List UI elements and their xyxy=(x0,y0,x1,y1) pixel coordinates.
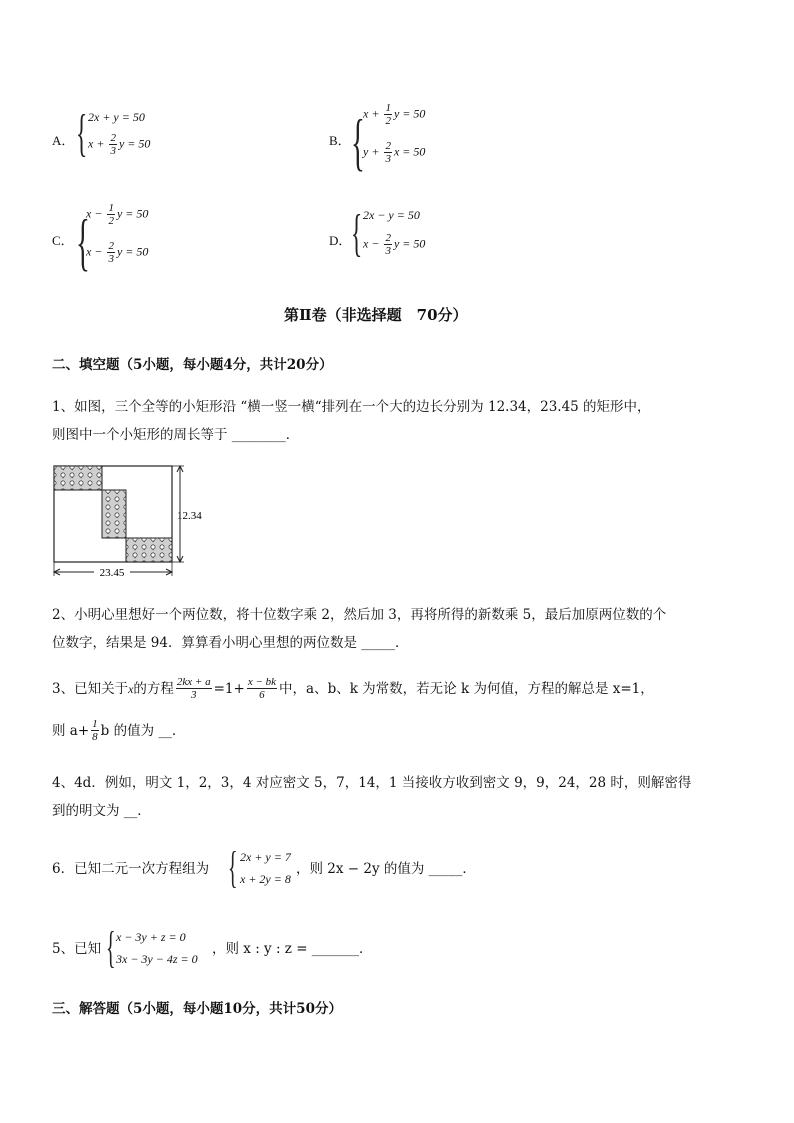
q1-line2: 则图中一个小矩形的周长等于 ________． xyxy=(52,427,300,443)
option-c-letter: C． xyxy=(52,233,74,248)
small-rectangle-middle xyxy=(102,490,126,538)
q6-eq1: 2x + y = 7 xyxy=(240,850,291,864)
q2-line1: 2、小明心里想好一个两位数，将十位数字乘 2，然后加 3，再将所得的新数乘 5，最后加原两位数的个 xyxy=(52,607,667,623)
brace-icon: { xyxy=(228,843,238,892)
brace-icon: { xyxy=(351,106,365,177)
option-d-letter: D． xyxy=(329,233,352,248)
option-b-letter: B． xyxy=(329,133,351,148)
section3-title: 三、解答题（5小题，每小题10分，共计50分） xyxy=(52,1001,342,1017)
option-a-eq1: 2x + y = 50 xyxy=(88,110,145,124)
small-rectangle-top xyxy=(54,466,102,490)
option-a-letter: A． xyxy=(52,133,75,148)
brace-icon: { xyxy=(76,206,90,277)
brace-icon: { xyxy=(106,923,116,972)
q5-eq2: 3x − 3y − 4z = 0 xyxy=(116,952,198,966)
option-d-eq2: x − $\frac{2}{3}$ y = 50 xyxy=(363,232,426,257)
q6-post: ，则 2x − 2y 的值为 _____． xyxy=(296,861,476,877)
option-b-eq1: x + $\frac{1}{2}$ y = 50 xyxy=(363,102,426,127)
brace-icon: { xyxy=(351,205,363,262)
brace-icon: { xyxy=(76,105,88,162)
width-label: 23.45 xyxy=(99,567,125,579)
q5-post: ，则 x : y : z = _______． xyxy=(212,941,373,957)
q1-line1: 1、如图，三个全等的小矩形沿 “横一竖一横“排列在一个大的边长分别为 12.34，23.45 的矩形中， xyxy=(52,399,651,415)
option-c-eq2: x − $\frac{2}{3}$ y = 50 xyxy=(86,240,149,265)
option-a-eq2: x + $\frac{2}{3}$ y = 50 xyxy=(88,132,151,157)
q3-line2: 则 a+ $\frac{1}{8}$ b 的值为 __． xyxy=(52,718,186,743)
q5-pre: 5、已知 xyxy=(52,941,102,957)
q6 xyxy=(52,843,552,892)
q4-line1: 4、4d．例如，明文 1，2，3，4 对应密文 5，7，14，1 当接收方收到密文 9，9，24，28 时，则解密得 xyxy=(52,775,692,791)
q2-line2: 位数字，结果是 94．算算看小明心里想的两位数是 _____． xyxy=(52,635,409,651)
small-rectangle-bottom xyxy=(126,538,172,562)
option-c-eq1: x − $\frac{1}{2}$ y = 50 xyxy=(86,202,149,227)
q6-pre: 6．已知二元一次方程组为 xyxy=(52,861,210,877)
option-d-eq1: 2x − y = 50 xyxy=(363,208,420,222)
q6-eq2: x + 2y = 8 xyxy=(240,872,291,886)
option-b-eq2: y + $\frac{2}{3}$ x = 50 xyxy=(363,140,426,165)
option-d xyxy=(329,204,529,274)
option-c xyxy=(52,200,252,280)
part2-title: 第Ⅱ卷（非选择题 70分） xyxy=(284,306,468,324)
q5-eq1: x − 3y + z = 0 xyxy=(116,930,186,944)
option-a xyxy=(52,104,252,174)
q3-line1: 3、已知关于 x 的方程 $\frac{2kx + a}{3}$ =1+ $\frac{x - bk}{6}$ 中，a、b、k 为常数，若无论 k 为何值，方程的解总是 x=1， xyxy=(52,676,654,701)
section2-title: 二、填空题（5小题，每小题4分，共计20分） xyxy=(52,357,333,373)
rectangles-diagram xyxy=(50,464,220,584)
q1-figure xyxy=(50,464,220,584)
option-b xyxy=(329,100,529,180)
q5 xyxy=(52,923,552,972)
q4-line2: 到的明文为 __． xyxy=(52,803,151,819)
height-label: 12.34 xyxy=(177,510,202,522)
